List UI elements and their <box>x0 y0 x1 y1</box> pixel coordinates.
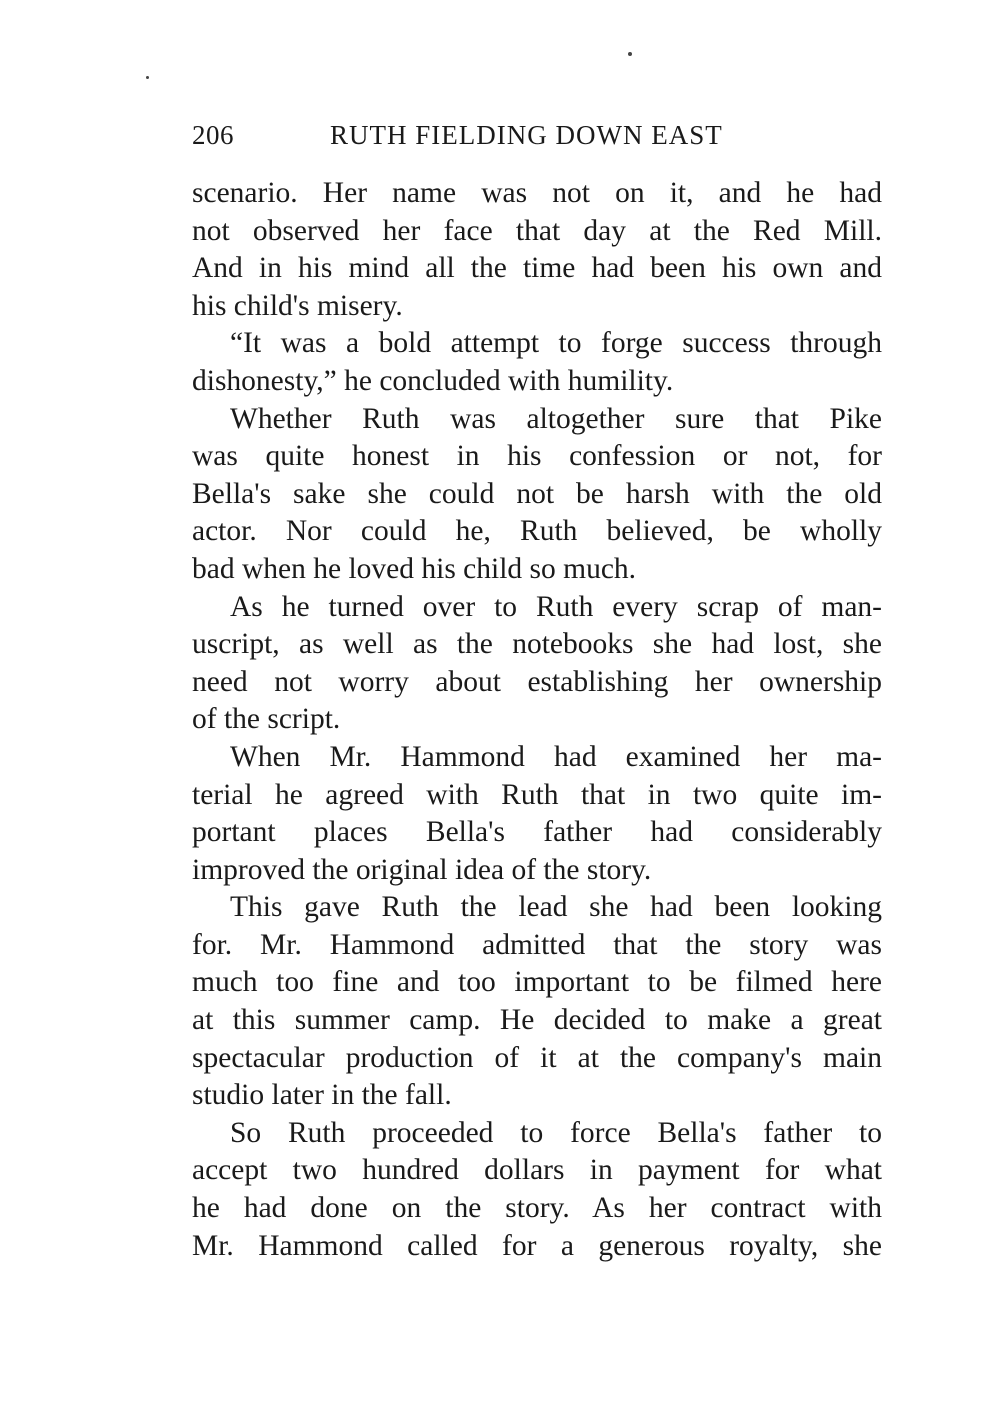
text-line: bad when he loved his child so much. <box>192 552 637 585</box>
text-line: he had done on the story. As her contract with <box>192 1192 882 1225</box>
text-line: scenario. Her name was not on it, and he had <box>192 177 882 209</box>
text-line: portant places Bella's father had considerably <box>192 816 882 849</box>
text-line: As he turned over to Ruth every scrap of man- <box>230 590 882 623</box>
text-line: need not worry about establishing her ownership <box>192 665 882 698</box>
text-line: Mr. Hammond called for a generous royalty, she <box>192 1229 882 1262</box>
text-line: spectacular production of it at the company's main <box>192 1041 882 1074</box>
text-line: And in his mind all the time had been his own and <box>192 252 882 285</box>
running-header <box>192 120 892 160</box>
text-line: dishonesty,” he concluded with humility. <box>192 364 674 397</box>
text-line: Whether Ruth was altogether sure that Pike <box>230 402 882 435</box>
text-line: When Mr. Hammond had examined her ma- <box>230 740 882 773</box>
running-title: RUTH FIELDING DOWN EAST <box>330 120 723 150</box>
text-line: uscript, as well as the notebooks she had lost, she <box>192 628 882 661</box>
text-line: This gave Ruth the lead she had been looking <box>230 891 882 924</box>
text-line: not observed her face that day at the Red Mill. <box>192 214 882 247</box>
print-speck <box>146 76 149 79</box>
text-line: for. Mr. Hammond admitted that the story was <box>192 928 882 961</box>
text-line: “It was a bold attempt to forge success through <box>230 327 882 360</box>
text-line: at this summer camp. He decided to make a great <box>192 1004 882 1037</box>
text-line: his child's misery. <box>192 289 403 322</box>
text-line: of the script. <box>192 703 341 736</box>
text-line: improved the original idea of the story. <box>192 853 652 886</box>
text-line: accept two hundred dollars in payment for what <box>192 1154 882 1187</box>
page-number: 206 <box>192 120 234 150</box>
text-line: Bella's sake she could not be harsh with the old <box>192 477 882 510</box>
body-text <box>192 175 882 1265</box>
text-line: terial he agreed with Ruth that in two quite im- <box>192 778 882 811</box>
text-line: actor. Nor could he, Ruth believed, be wholly <box>192 515 882 548</box>
text-line: much too fine and too important to be filmed here <box>192 966 882 999</box>
text-line: was quite honest in his confession or not, for <box>192 440 882 473</box>
text-line: So Ruth proceeded to force Bella's father to <box>230 1116 882 1149</box>
print-speck <box>628 52 632 56</box>
text-line: studio later in the fall. <box>192 1079 452 1112</box>
